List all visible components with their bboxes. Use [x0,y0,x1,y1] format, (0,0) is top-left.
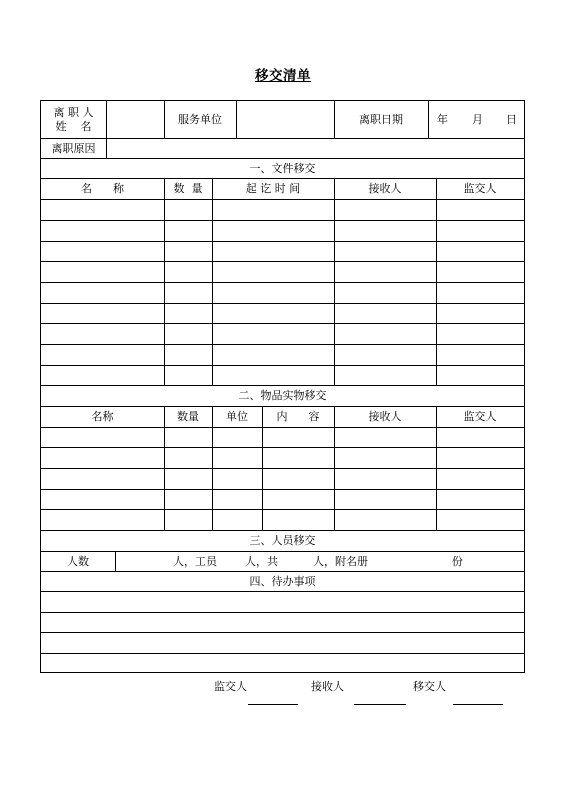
name-label-line2: 姓 名 [55,119,92,133]
col-line [334,178,335,385]
row-line [41,199,524,200]
files-col-period: 起 讫 时 间 [245,182,301,195]
row-line [41,489,524,490]
service-unit-field[interactable] [237,101,334,138]
row-line [41,653,524,654]
name-field[interactable] [107,101,164,138]
date-month-label: 月 [472,113,483,126]
row-line [41,632,524,633]
row-line [41,612,524,613]
leave-reason-label: 离职原因 [51,141,96,155]
row-line [41,591,524,592]
items-col-receiver: 接收人 [368,410,402,423]
files-col-supervisor: 监交人 [463,182,497,195]
col-line [212,178,213,385]
handover-signature-line[interactable] [453,704,503,705]
items-col-quantity: 数量 [177,410,199,423]
date-year-label: 年 [437,113,448,126]
row-line [41,344,524,345]
people-section-heading: 三、人员移交 [249,534,316,547]
pending-section-heading: 四、待办事项 [249,574,316,588]
supervisor-signature-line[interactable] [248,704,298,705]
leave-date-label: 离职日期 [359,113,403,126]
row-line [41,303,524,304]
row-line [41,220,524,221]
row-line [41,509,524,510]
people-detail-text: 人，工员 人，共 人，附名册 份 [173,554,463,568]
items-col-supervisor: 监交人 [463,410,497,423]
items-col-unit: 单位 [226,410,248,423]
people-count-label: 人数 [67,554,89,568]
row-line [41,447,524,448]
files-col-quantity: 数 量 [173,182,203,195]
row-line [41,282,524,283]
receiver-signature-line[interactable] [354,704,406,705]
col-line [164,178,165,385]
items-col-content: 内 容 [276,410,320,423]
leave-reason-field[interactable] [107,138,524,158]
supervisor-signature-label: 监交人 [214,680,247,693]
leave-date-field[interactable] [429,101,524,138]
files-section-heading: 一、文件移交 [249,161,316,175]
row-line [41,427,524,428]
files-col-receiver: 接收人 [368,182,402,195]
name-label [41,101,106,138]
col-line [436,178,437,385]
items-col-name: 名称 [91,410,114,423]
row-line [41,241,524,242]
service-unit-label: 服务单位 [178,113,222,126]
row-line [41,468,524,469]
form-title: 移交清单 [255,68,311,84]
items-section-heading: 二、物品实物移交 [238,389,327,402]
row-line [41,323,524,324]
name-label-line1: 离 职 人 [53,105,94,119]
row-line [41,261,524,262]
date-day-label: 日 [506,113,517,126]
handover-signature-label: 移交人 [413,680,446,693]
receiver-signature-label: 接收人 [311,680,344,693]
files-col-name: 名 称 [81,182,124,195]
handover-form [40,100,525,673]
row-line [41,365,524,366]
